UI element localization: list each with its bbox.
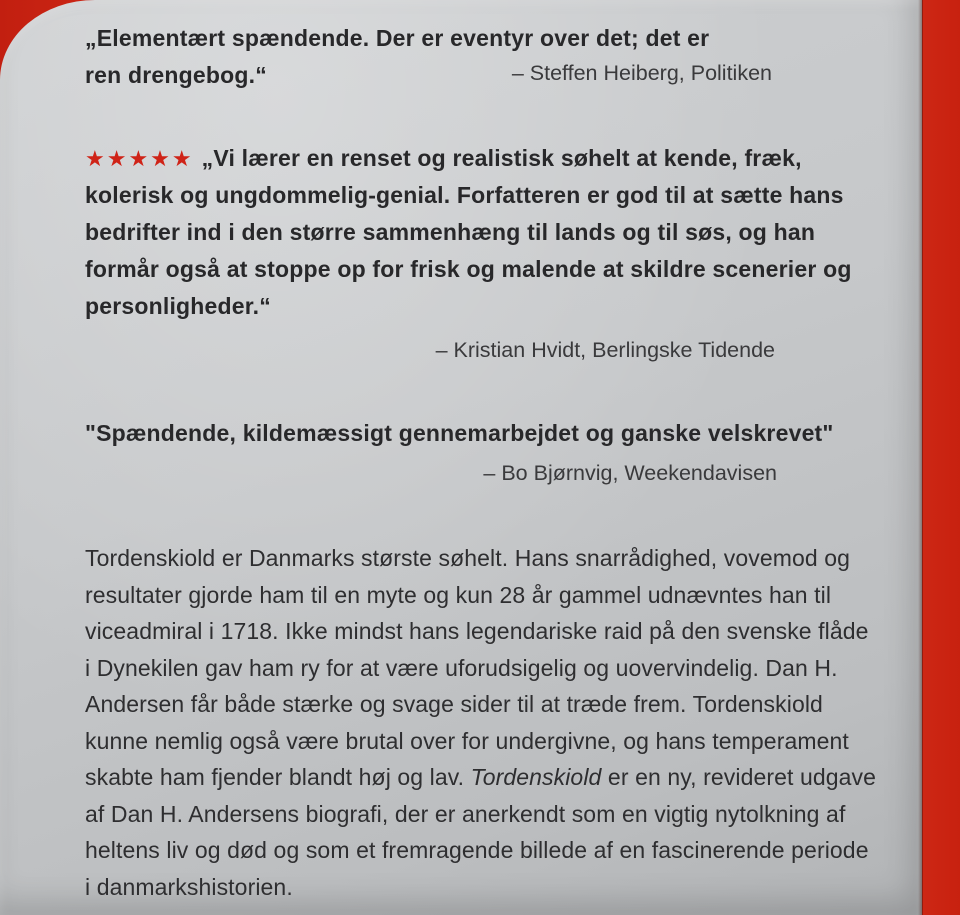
quote-text: „Vi lærer en renset og realistisk søhelt at kende, fræk, kolerisk og ungdommelig-genial. Forfatteren er god til at sætte hans bedrifter ind i den større sammenhæng til lands og til søs, og han formår også at stoppe op for frisk og malende at skildre scenerier og personligheder.“ (85, 145, 852, 319)
quote-attribution: – Steffen Heiberg, Politiken (511, 61, 772, 85)
quote-attribution: – Bo Bjørnvig, Weekendavisen (483, 461, 777, 485)
star-rating-icon: ★★★★★ (85, 146, 194, 171)
quote-text: "Spændende, kildemæssigt gennemarbejdet og ganske velskrevet" (85, 420, 834, 446)
review-quote-politiken (85, 20, 877, 94)
synopsis-text-part1: Tordenskiold er Danmarks største søhelt. Hans snarrådighed, vovemod og resultater gjorde ham til en myte og kun 28 år gammel udnævntes han til viceadmiral i 1718. Ikke mindst hans legendariske raid på den svenske flåde i Dynekilen gav ham ry for at være uforudsigelig og uovervindelig. Dan H. Andersen får både stærke og svage sider til at træde frem. Tordenskiold kunne nemlig også være brutal over for undergivne, og hans temperament skabte ham fjender blandt høj og lav. (85, 545, 869, 790)
quote-text: „Elementært spændende. Der er eventyr over det; det er ren drengebog.“ (85, 25, 710, 88)
review-quote-berlingske (85, 140, 877, 367)
synopsis-book-title-italic: Tordenskiold (470, 764, 602, 790)
book-synopsis (85, 540, 877, 905)
quote-text-wrap (85, 140, 877, 325)
quote-attribution: – Kristian Hvidt, Berlingske Tidende (435, 338, 775, 362)
cover-spine-seam (918, 0, 923, 915)
review-quote-weekendavisen (85, 415, 877, 490)
cover-content (85, 14, 877, 905)
synopsis-text-part2: er en ny, revideret udgave af Dan H. Andersens biografi, der er anerkendt som en vigtig nytolkning af heltens liv og død og som et fremragende billede af en fascinerende periode i danmarkshistorien. (85, 764, 877, 900)
